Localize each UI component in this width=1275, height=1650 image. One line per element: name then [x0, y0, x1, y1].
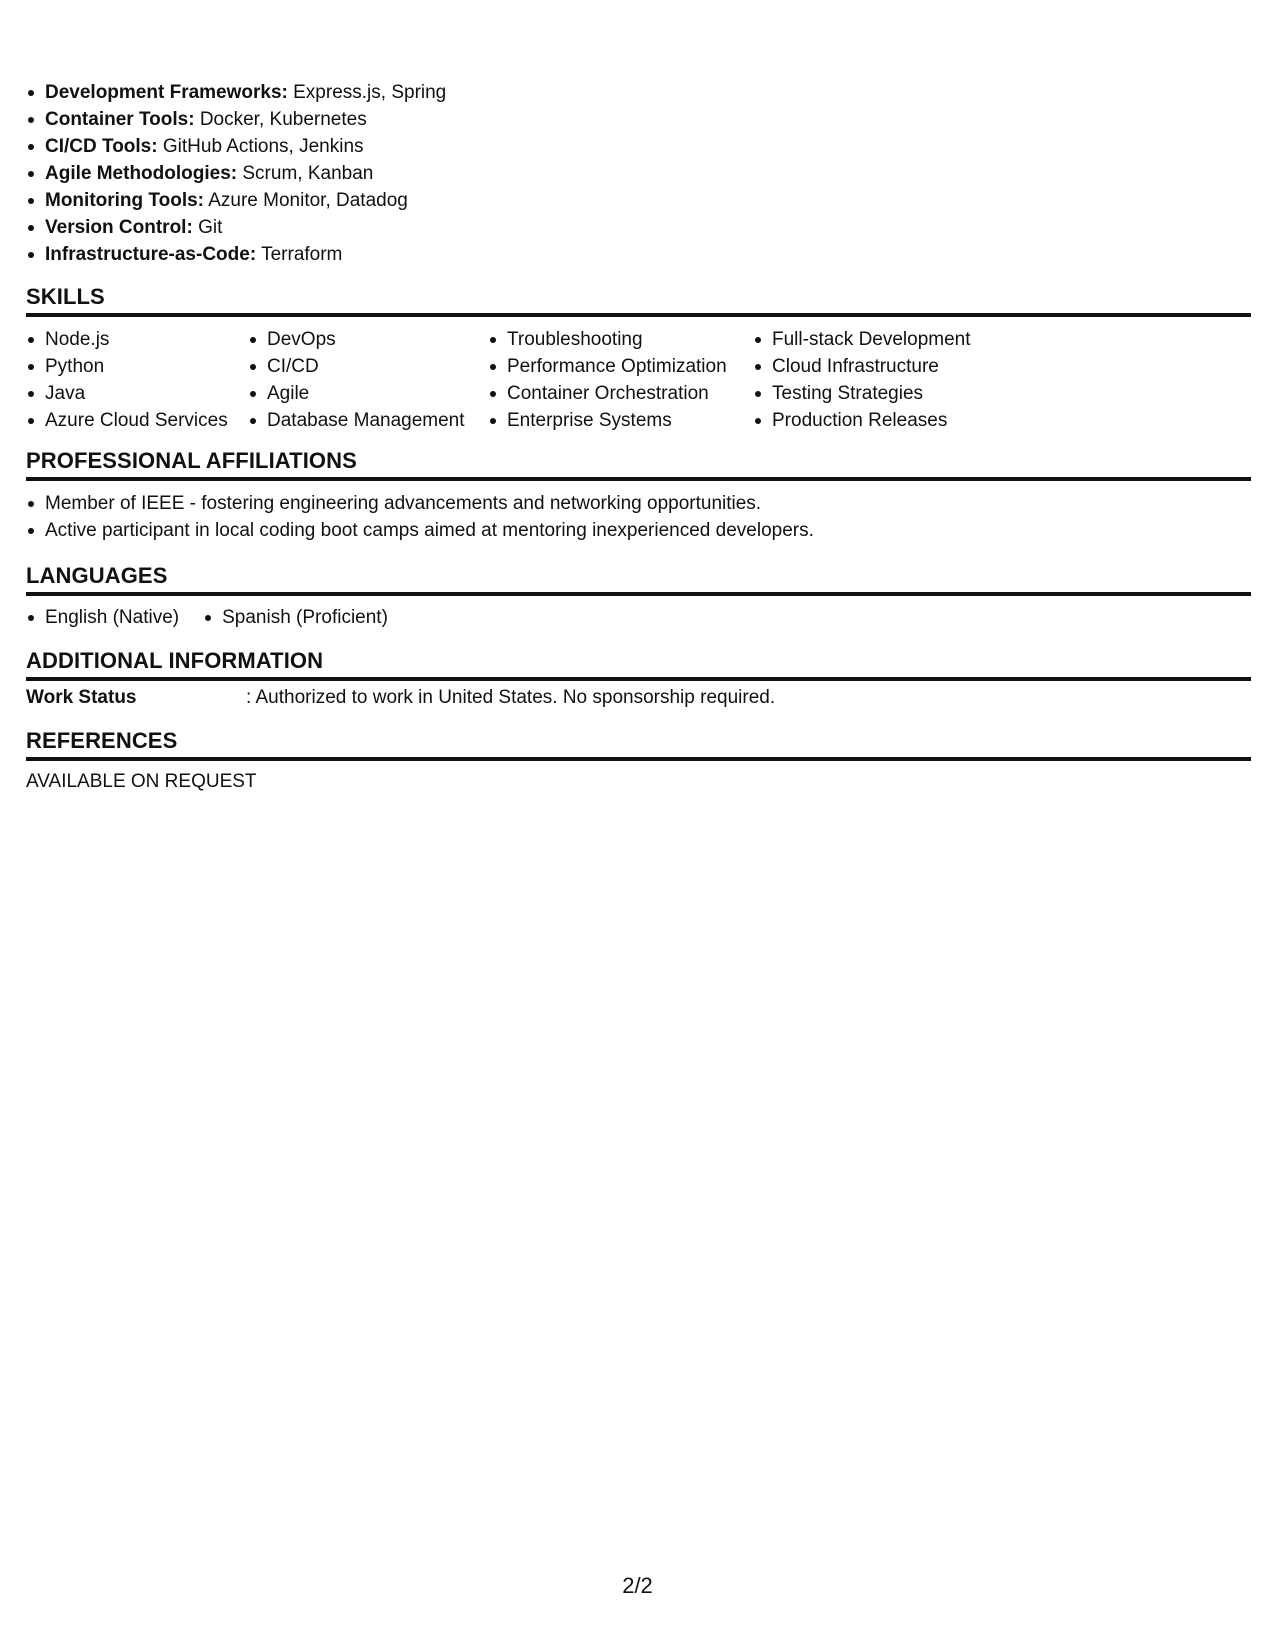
skill-item: Database Management	[248, 407, 465, 434]
skill-item: Node.js	[26, 326, 228, 353]
list-item-term: Infrastructure-as-Code:	[45, 244, 257, 265]
list-item-value: Scrum, Kanban	[237, 163, 374, 184]
affiliation-item: Member of IEEE - fostering engineering advancements and networking opportunities.	[26, 490, 814, 517]
skills-column	[488, 326, 727, 434]
list-item-term: Version Control:	[45, 217, 193, 238]
affiliations-heading: PROFESSIONAL AFFILIATIONS	[26, 447, 1251, 481]
skill-item: Production Releases	[753, 407, 971, 434]
list-item	[26, 187, 446, 214]
list-item-term: Agile Methodologies:	[45, 163, 238, 184]
skill-item: Cloud Infrastructure	[753, 353, 971, 380]
skills-heading: SKILLS	[26, 283, 1251, 317]
language-item: English (Native)	[26, 604, 179, 631]
list-item-term: Development Frameworks:	[45, 82, 288, 103]
list-item-value: Git	[192, 217, 223, 238]
skill-item: Python	[26, 353, 228, 380]
affiliations-list	[26, 490, 814, 544]
list-item-term: CI/CD Tools:	[45, 136, 158, 157]
list-item	[26, 106, 446, 133]
skills-column	[26, 326, 228, 434]
list-item	[26, 214, 446, 241]
skills-column	[248, 326, 465, 434]
skill-item: CI/CD	[248, 353, 465, 380]
list-item	[26, 133, 446, 160]
skill-item: Full-stack Development	[753, 326, 971, 353]
references-heading: REFERENCES	[26, 727, 1251, 761]
list-item	[26, 241, 446, 268]
list-item	[26, 79, 446, 106]
skill-item: Azure Cloud Services	[26, 407, 228, 434]
languages-heading: LANGUAGES	[26, 562, 1251, 596]
list-item-value: Terraform	[256, 244, 343, 265]
languages-list	[26, 604, 412, 631]
affiliation-item: Active participant in local coding boot camps aimed at mentoring inexperienced developers.	[26, 517, 814, 544]
skill-item: Enterprise Systems	[488, 407, 727, 434]
skill-item: Container Orchestration	[488, 380, 727, 407]
tools-list	[26, 79, 446, 268]
language-item: Spanish (Proficient)	[203, 604, 388, 631]
list-item-value: Express.js, Spring	[287, 82, 447, 103]
skill-item: Testing Strategies	[753, 380, 971, 407]
list-item-term: Container Tools:	[45, 109, 195, 130]
skill-item: Java	[26, 380, 228, 407]
work-status-value: : Authorized to work in United States. No sponsorship required.	[246, 687, 776, 708]
skill-item: Performance Optimization	[488, 353, 727, 380]
skill-item: DevOps	[248, 326, 465, 353]
skill-item: Troubleshooting	[488, 326, 727, 353]
list-item-value: Azure Monitor, Datadog	[204, 190, 408, 211]
list-item-value: GitHub Actions, Jenkins	[157, 136, 364, 157]
skills-column	[753, 326, 971, 434]
work-status-row	[26, 684, 775, 711]
additional-info-heading: ADDITIONAL INFORMATION	[26, 647, 1251, 681]
skill-item: Agile	[248, 380, 465, 407]
list-item-term: Monitoring Tools:	[45, 190, 204, 211]
page-number: 2/2	[622, 1573, 653, 1598]
list-item	[26, 160, 446, 187]
references-text: AVAILABLE ON REQUEST	[26, 771, 257, 792]
list-item-value: Docker, Kubernetes	[194, 109, 367, 130]
work-status-label: Work Status	[26, 687, 137, 708]
